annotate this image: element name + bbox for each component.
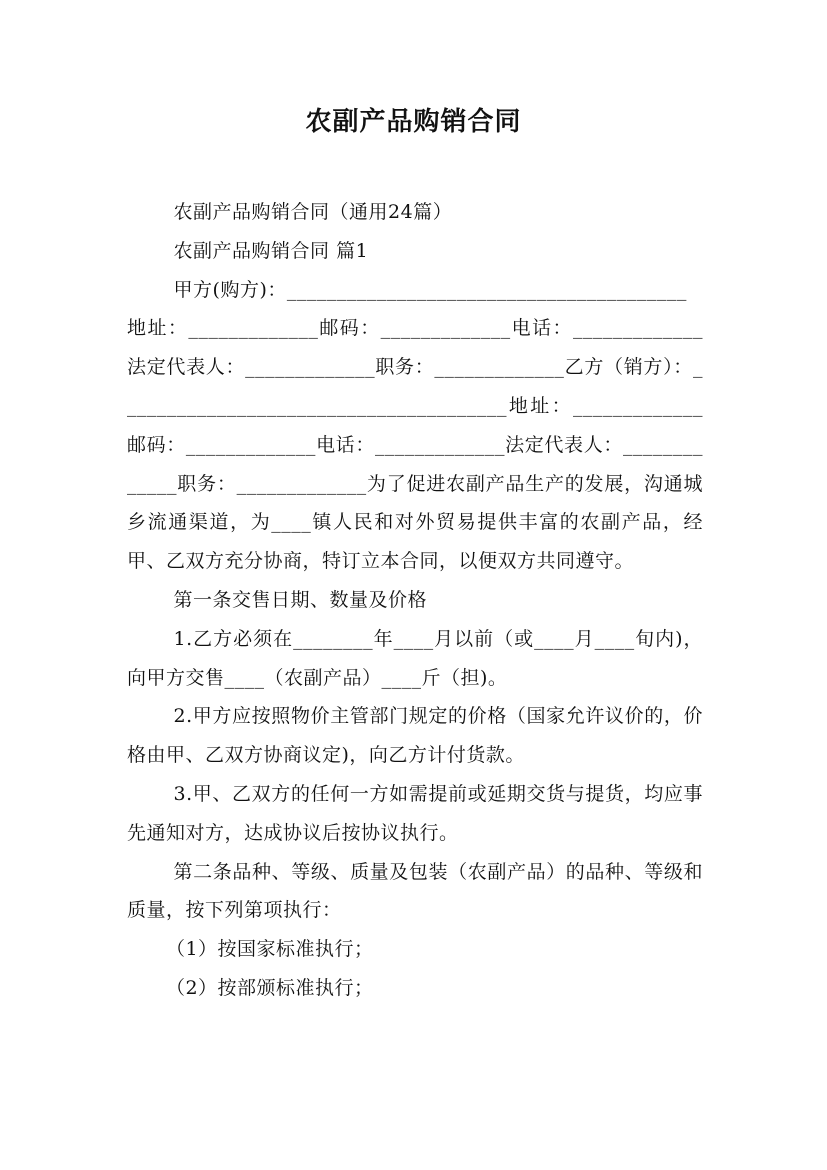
doc-heading-main: 农副产品购销合同（通用24篇） xyxy=(173,201,453,223)
document-body xyxy=(127,193,703,1008)
article-1-clause-3: 3.甲、乙双方的任何一方如需提前或延期交货与提货，均应事先通知对方，达成协议后按协议执行。 xyxy=(127,782,703,844)
article-1-heading: 第一条交售日期、数量及价格 xyxy=(173,588,428,611)
doc-heading-part1: 农副产品购销合同 篇1 xyxy=(173,239,369,262)
parties-paragraph: 地址：_____________邮码：_____________电话：_____________法定代表人：_____________职务：_____________乙方（销方）：_______________________________________地址：_____________邮码：_____________电话：_____________法定代表人：_____________职务：_____________为了促进农副产品生产的发展，沟通城乡流通渠道，为____镇人民和对外贸易提供丰富的农副产品，经甲、乙双方充分协商，特订立本合同，以便双方共同遵守。 xyxy=(127,317,703,573)
article-2-item-2: （2）按部颁标准执行； xyxy=(165,976,374,999)
party-a-line: 甲方(购方)：________________________________________ xyxy=(173,278,687,301)
article-1-clause-1: 1.乙方必须在________年____月以前（或____月____旬内)，向甲方交售____（农副产品）____斤（担)。 xyxy=(127,627,703,689)
article-2-item-1: （1）按国家标准执行； xyxy=(165,938,374,961)
article-2-heading: 第二条品种、等级、质量及包装（农副产品）的品种、等级和质量，按下列第项执行： xyxy=(127,860,703,922)
article-1-clause-2: 2.甲方应按照物价主管部门规定的价格（国家允许议价的，价格由甲、乙双方协商议定)，向乙方计付货款。 xyxy=(127,705,703,767)
document-title: 农副产品购销合同 xyxy=(305,107,522,137)
